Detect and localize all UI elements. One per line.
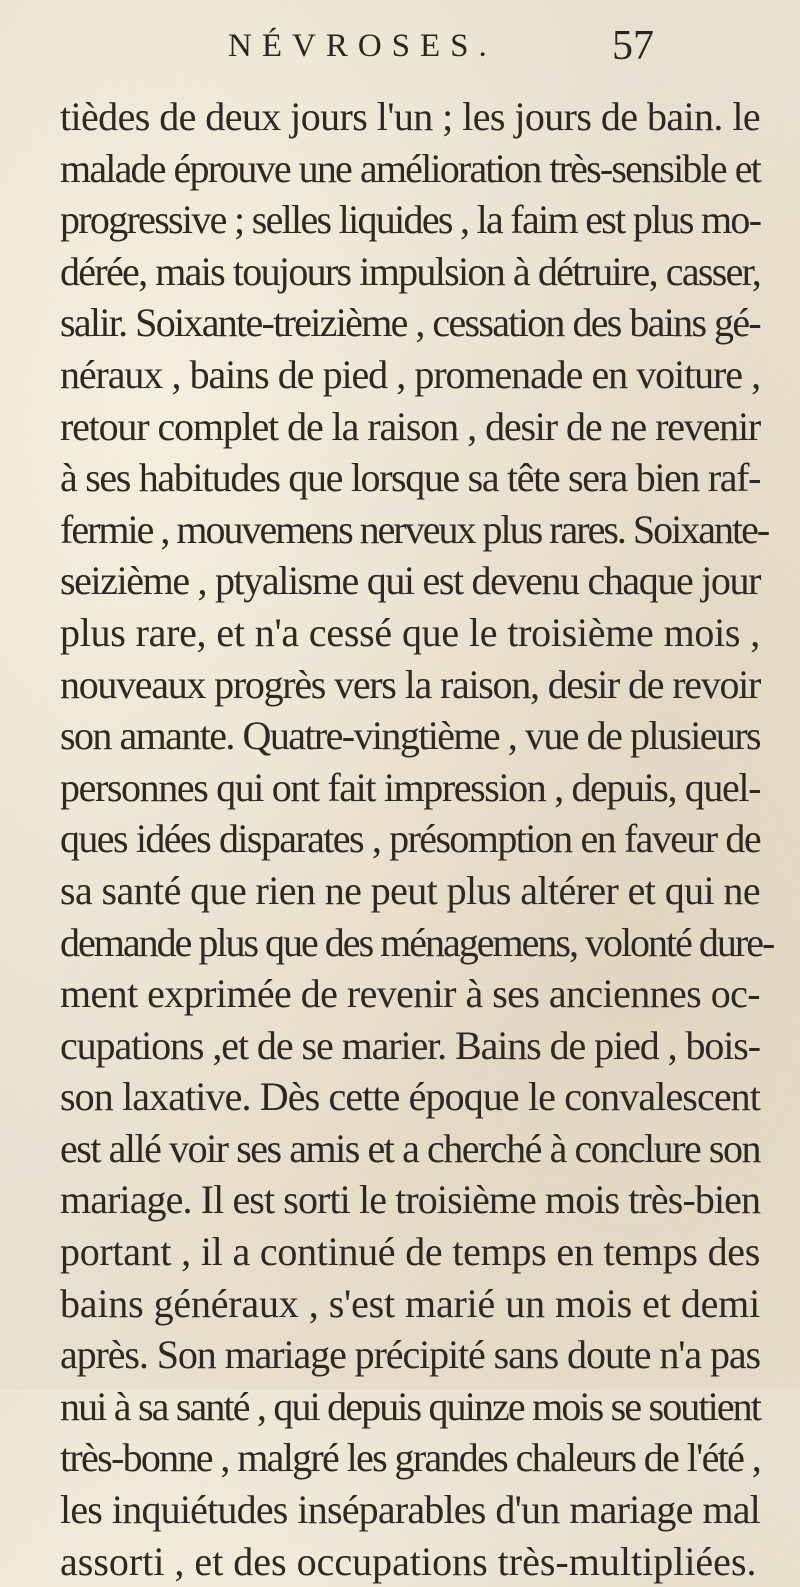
- text-line: mariage. Il est sorti le troisième mois très-bien: [60, 1177, 761, 1223]
- text-line: salir. Soixante-treizième , cessation des bains gé-: [60, 300, 760, 346]
- text-line: ques idées disparates , présomption en faveur de: [60, 816, 760, 862]
- text-line: ment exprimée de revenir à ses anciennes oc-: [60, 971, 760, 1017]
- text-line: tièdes de deux jours l'un ; les jours de bain. le: [60, 94, 760, 139]
- running-title: NÉVROSES.: [228, 28, 497, 64]
- text-line: après. Son mariage précipité sans doute n'a pas: [60, 1332, 760, 1378]
- text-line: nui à sa santé , qui depuis quinze mois se soutient: [60, 1383, 760, 1429]
- text-line: cupations ,et de se marier. Bains de pied , bois-: [60, 1022, 760, 1068]
- text-line: son amante. Quatre-vingtième , vue de plusieurs: [60, 713, 760, 759]
- text-line: progressive ; selles liquides , la faim est plus mo-: [60, 197, 761, 243]
- text-line: seizième , ptyalisme qui est devenu chaque jour: [60, 558, 760, 604]
- text-line: fermie , mouvemens nerveux plus rares. Soixante-: [60, 506, 769, 552]
- text-line: est allé voir ses amis et a cherché à conclure son: [60, 1125, 760, 1171]
- page-number: 57: [612, 23, 654, 69]
- text-line: sa santé que rien ne peut plus altérer et qui ne: [60, 867, 760, 913]
- text-line: à ses habitudes que lorsque sa tête sera bien raf-: [60, 455, 760, 501]
- body-text: [60, 91, 774, 1587]
- text-line: dérée, mais toujours impulsion à détruire, casser,: [60, 248, 760, 294]
- text-line: bains généraux , s'est marié un mois et demi: [60, 1280, 760, 1326]
- text-line: plus rare, et n'a cessé que le troisième mois ,: [60, 609, 760, 655]
- text-line: les inquiétudes inséparables d'un mariage mal: [60, 1487, 760, 1533]
- running-head: [0, 10, 800, 80]
- text-line: son laxative. Dès cette époque le convalescent: [60, 1074, 760, 1120]
- text-line-last: assorti , et des occupations très-multipliées.: [60, 1538, 757, 1584]
- text-line: demande plus que des ménagemens, volonté dure-: [60, 919, 774, 965]
- text-line: très-bonne , malgré les grandes chaleurs de l'été ,: [60, 1435, 760, 1481]
- text-line: néraux , bains de pied , promenade en voiture ,: [60, 351, 760, 397]
- text-line: malade éprouve une amélioration très-sensible et: [60, 145, 760, 191]
- text-line: portant , il a continué de temps en temps des: [60, 1229, 760, 1275]
- text-line: personnes qui ont fait impression , depuis, quel-: [60, 764, 760, 810]
- text-line: retour complet de la raison , desir de ne revenir: [60, 403, 760, 449]
- text-line: nouveaux progrès vers la raison, desir de revoir: [60, 661, 760, 707]
